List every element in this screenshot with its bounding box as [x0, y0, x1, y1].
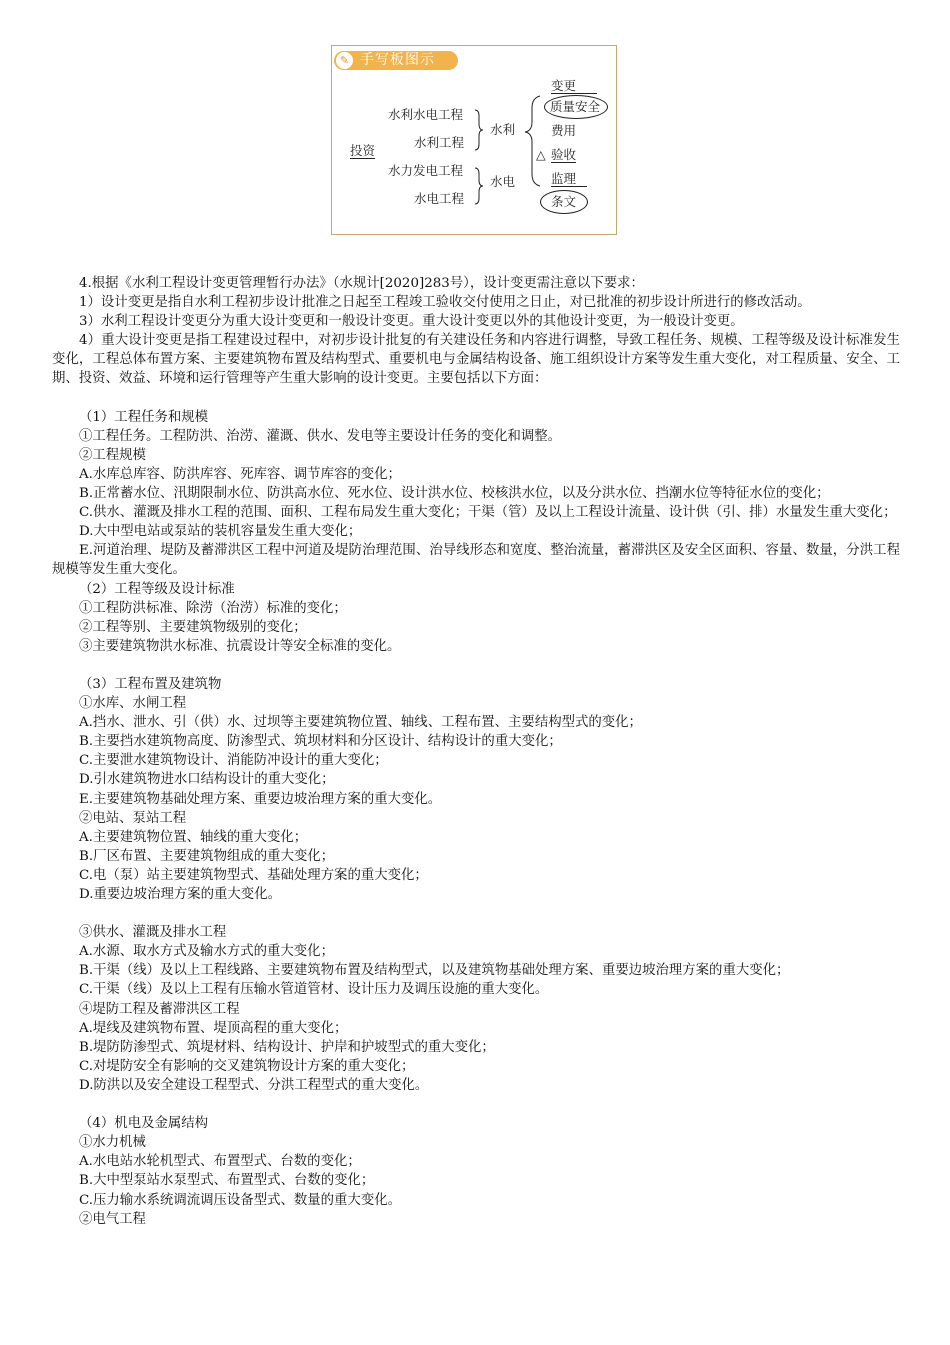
paragraph: 4.根据《水利工程设计变更管理暂行办法》（水规计[2020]283号），设计变更需注意以下要求： — [79, 276, 644, 291]
topic-label: 条文 — [551, 194, 577, 209]
paragraph: D.重要边坡治理方案的重大变化。 — [79, 887, 281, 902]
project-label: 水电工程 — [414, 191, 465, 206]
paragraph: ①工程防洪标准、除涝（治涝）标准的变化； — [79, 600, 347, 616]
project-label: 水利工程 — [414, 135, 465, 150]
topic-label: 验收 — [551, 147, 577, 162]
paragraph: ②电气工程 — [79, 1211, 146, 1227]
paragraph: C.干渠（线）及以上工程有压输水管道管材、设计压力及调压设施的重大变化。 — [79, 982, 549, 998]
handwriting-figure — [331, 45, 617, 235]
paragraph: D.大中型电站或泵站的装机容量发生重大变化； — [79, 524, 362, 540]
paragraph: C.对堤防安全有影响的交叉建筑物设计方案的重大变化； — [79, 1058, 415, 1074]
paragraph: A.主要建筑物位置、轴线的重大变化； — [79, 829, 308, 845]
paragraph: C.压力输水系统调流调压设备型式、数量的重大变化。 — [79, 1192, 402, 1208]
paragraph: ②工程规模 — [79, 447, 146, 463]
section-heading: （2）工程等级及设计标准 — [79, 581, 235, 597]
paragraph: 3）水利工程设计变更分为重大设计变更和一般设计变更。重大设计变更以外的其他设计变更，为一般设计变更。 — [79, 314, 744, 330]
topic-label: 变更 — [551, 79, 597, 94]
section-heading: （3）工程布置及建筑物 — [79, 676, 222, 692]
project-label: 水力发电工程 — [388, 163, 464, 178]
group-label: 水电 — [490, 174, 516, 189]
paragraph: ①工程任务。工程防洪、治涝、灌溉、供水、发电等主要设计任务的变化和调整。 — [79, 428, 562, 444]
triangle-mark: △ — [536, 147, 546, 162]
root-label: 投资 — [350, 143, 376, 158]
paragraph: ②工程等别、主要建筑物级别的变化； — [79, 619, 307, 635]
paragraph: B.厂区布置、主要建筑物组成的重大变化； — [79, 848, 335, 864]
section-heading: （4）机电及金属结构 — [79, 1116, 209, 1132]
paragraph: B.主要挡水建筑物高度、防渗型式、筑坝材料和分区设计、结构设计的重大变化； — [79, 734, 562, 750]
paragraph: C.主要泄水建筑物设计、消能防冲设计的重大变化； — [79, 753, 388, 769]
paragraph: A.水库总库容、防洪库容、死库容、调节库容的变化； — [79, 466, 401, 482]
paragraph: ③供水、灌溉及排水工程 — [79, 925, 227, 941]
paragraph: B.干渠（线）及以上工程线路、主要建筑物布置及结构型式，以及建筑物基础处理方案、重要边坡治理方案的重大变化； — [79, 963, 790, 979]
brace-topics — [525, 96, 540, 186]
paragraph: ②电站、泵站工程 — [79, 810, 187, 826]
paragraph: C.电（泵）站主要建筑物型式、基础处理方案的重大变化； — [79, 867, 428, 883]
paragraph: ④堤防工程及蓄滞洪区工程 — [79, 1001, 240, 1017]
brace-shuidian — [475, 168, 483, 204]
topic-label: 监理 — [551, 172, 587, 187]
topic-label: 费用 — [551, 123, 577, 138]
pencil-icon: ✎ — [336, 52, 353, 69]
handwriting-badge — [334, 51, 458, 70]
paragraph: E.主要建筑物基础处理方案、重要边坡治理方案的重大变化。 — [79, 791, 442, 807]
paragraph: B.正常蓄水位、汛期限制水位、防洪高水位、死水位、设计洪水位、校核洪水位，以及分洪水位、挡潮水位等特征水位的变化； — [79, 486, 830, 502]
paragraph: 4）重大设计变更是指工程建设过程中，对初步设计批复的有关建设任务和内容进行调整，导致工程任务、规模、工程等级及设计标准发生变化，工程总体布置方案、主要建筑物布置及结构型式、重要机电与金属结构设备、施工组织设计方案等发生重大变化，对工程质量、安全、工期、投资、效益、环境和运行管理等产生重大影响的设计变更。主要包括以下方面： — [52, 333, 900, 387]
group-label: 水利 — [490, 122, 516, 137]
paragraph: ③主要建筑物洪水标准、抗震设计等安全标准的变化。 — [79, 638, 401, 654]
document-body — [52, 274, 900, 1229]
project-label: 水利水电工程 — [388, 107, 464, 122]
paragraph: ①水库、水闸工程 — [79, 696, 187, 712]
badge-label: 手写板图示 — [360, 52, 435, 68]
paragraph: C.供水、灌溉及排水工程的范围、面积、工程布局发生重大变化；干渠（管）及以上工程设计流量、设计供（引、排）水量发生重大变化； — [79, 505, 897, 521]
paragraph: A.水电站水轮机型式、布置型式、台数的变化； — [79, 1154, 361, 1170]
paragraph: A.水源、取水方式及输水方式的重大变化； — [79, 944, 334, 960]
brace-shuili — [475, 110, 483, 150]
section-heading: （1）工程任务和规模 — [79, 409, 209, 425]
paragraph: D.引水建筑物进水口结构设计的重大变化； — [79, 772, 335, 788]
paragraph: 1）设计变更是指自水利工程初步设计批准之日起至工程竣工验收交付使用之日止，对已批准的初步设计所进行的修改活动。 — [79, 295, 811, 311]
paragraph: E.河道治理、堤防及蓄滞洪区工程中河道及堤防治理范围、治导线形态和宽度、整治流量，蓄滞洪区及安全区面积、容量、数量，分洪工程规模等发生重大变化。 — [52, 543, 900, 578]
paragraph: B.大中型泵站水泵型式、布置型式、台数的变化； — [79, 1173, 375, 1189]
paragraph: A.挡水、泄水、引（供）水、过坝等主要建筑物位置、轴线、工程布置、主要结构型式的变化； — [79, 715, 642, 731]
paragraph: B.堤防防渗型式、筑堤材料、结构设计、护岸和护坡型式的重大变化； — [79, 1039, 495, 1055]
paragraph: A.堤线及建筑物布置、堤顶高程的重大变化； — [79, 1020, 348, 1036]
paragraph: D.防洪以及安全建设工程型式、分洪工程型式的重大变化。 — [79, 1077, 429, 1093]
paragraph: ①水力机械 — [79, 1135, 146, 1151]
topic-label: 质量安全 — [550, 99, 601, 114]
